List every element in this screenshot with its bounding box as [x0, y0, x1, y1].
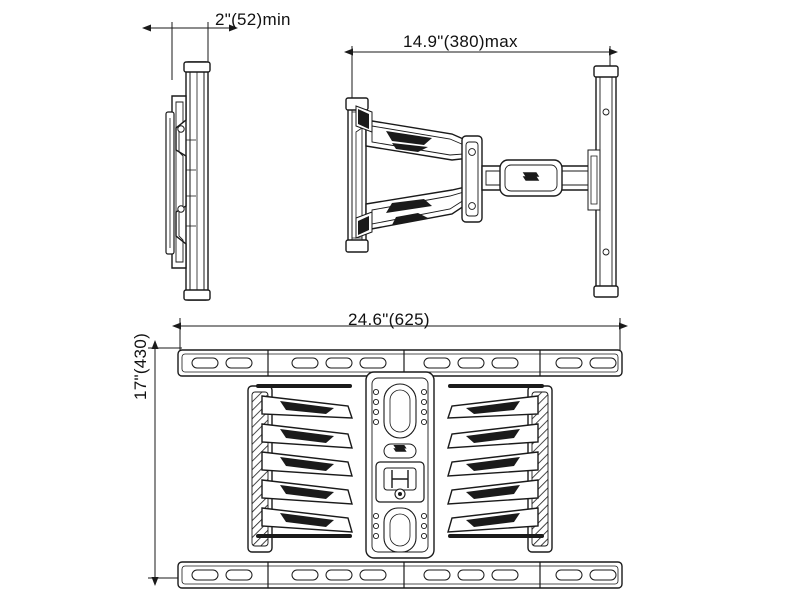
front-arm-left-1 — [262, 396, 352, 418]
front-arm-right-1 — [448, 396, 538, 418]
side-view-extended — [346, 66, 618, 297]
dimension-lines-top — [150, 22, 610, 108]
dimension-label-min-depth: 2"(52)min — [215, 10, 291, 29]
front-arm-left-3 — [262, 452, 352, 476]
front-view — [178, 350, 622, 588]
front-arm-left-4 — [262, 480, 352, 504]
front-arm-left-2 — [262, 424, 352, 448]
side-view-retracted — [166, 62, 210, 300]
dimension-label-overall-height: 17"(430) — [131, 332, 150, 400]
front-arm-right-2 — [448, 424, 538, 448]
front-arm-right-3 — [448, 452, 538, 476]
front-arm-right-5 — [448, 508, 538, 532]
front-arm-left-5 — [262, 508, 352, 532]
dimension-label-max-extension: 14.9"(380)max — [403, 32, 518, 51]
dimension-label-overall-width: 24.6"(625) — [348, 310, 430, 329]
front-arm-right-4 — [448, 480, 538, 504]
